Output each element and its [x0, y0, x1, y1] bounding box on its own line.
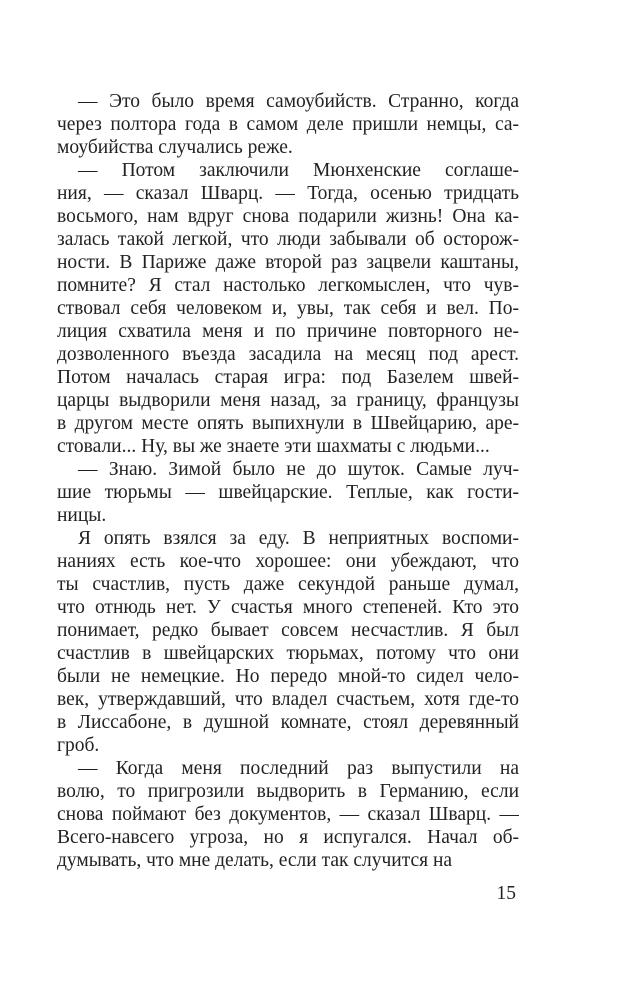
- text-line: дозволенного въезда засадила на месяц под арест.: [57, 344, 519, 365]
- text-line: счастлив в швейцарских тюрьмах, потому что они: [57, 643, 519, 664]
- text-line: Я опять взялся за еду. В неприятных воспоми-: [78, 528, 519, 549]
- page-number: 15: [496, 883, 516, 904]
- text-line: ты счастлив, пусть даже секундой раньше думал,: [57, 574, 519, 595]
- text-line: помните? Я стал настолько легкомыслен, что чув-: [57, 275, 519, 296]
- text-line: стовали... Ну, вы же знаете эти шахматы с людьми...: [57, 436, 490, 457]
- text-line: были не немецкие. Но передо мной-то сидел чело-: [57, 666, 519, 687]
- text-line: ницы.: [57, 505, 107, 526]
- paragraph: [57, 757, 519, 872]
- page-text-block: [57, 90, 519, 872]
- text-line: что отнюдь нет. У счастья много степеней. Кто это: [57, 597, 519, 618]
- text-line: снова поймают без документов, — сказал Шварц. —: [57, 804, 519, 825]
- text-line: ния, — сказал Шварц. — Тогда, осенью тридцать: [57, 183, 519, 204]
- text-line: через полтора года в самом деле пришли немцы, са-: [57, 114, 519, 135]
- text-line: шие тюрьмы — швейцарские. Теплые, как гости-: [57, 482, 519, 503]
- text-line: залась такой легкой, что люди забывали об осторож-: [57, 229, 519, 250]
- text-line: ствовал себя человеком и, увы, так себя и вел. По-: [57, 298, 519, 319]
- text-line: Всего-навсего угроза, но я испугался. Начал об-: [57, 827, 519, 848]
- text-line: — Знаю. Зимой было не до шуток. Самые луч-: [78, 459, 519, 480]
- text-line: — Это было время самоубийств. Странно, когда: [78, 91, 519, 112]
- text-line: — Потом заключили Мюнхенские соглаше-: [78, 160, 519, 181]
- text-line: восьмого, нам вдруг снова подарили жизнь! Она ка-: [57, 206, 519, 227]
- text-line: моубийства случались реже.: [57, 137, 293, 158]
- text-line: век, утверждавший, что владел счастьем, хотя где-то: [57, 689, 519, 710]
- paragraph: [57, 90, 519, 159]
- text-line: волю, то пригрозили выдворить в Германию, если: [57, 781, 519, 802]
- text-line: царцы выдворили меня назад, за границу, французы: [57, 390, 519, 411]
- text-line: ности. В Париже даже второй раз зацвели каштаны,: [57, 252, 519, 273]
- text-line: наниях есть кое-что хорошее: они убеждают, что: [57, 551, 519, 572]
- paragraph: [57, 458, 519, 527]
- text-line: в другом месте опять выпихнули в Швейцарию, аре-: [57, 413, 519, 434]
- paragraph: [57, 159, 519, 458]
- text-line: Потом началась старая игра: под Базелем швей-: [57, 367, 519, 388]
- text-line: — Когда меня последний раз выпустили на: [78, 758, 519, 779]
- text-line: в Лиссабоне, в душной комнате, стоял деревянный: [57, 712, 519, 733]
- text-line: лиция схватила меня и по причине повторного не-: [57, 321, 519, 342]
- paragraph: [57, 527, 519, 757]
- text-line: думывать, что мне делать, если так случится на: [57, 850, 453, 871]
- text-line: гроб.: [57, 735, 100, 756]
- text-line: понимает, редко бывает совсем несчастлив. Я был: [57, 620, 519, 641]
